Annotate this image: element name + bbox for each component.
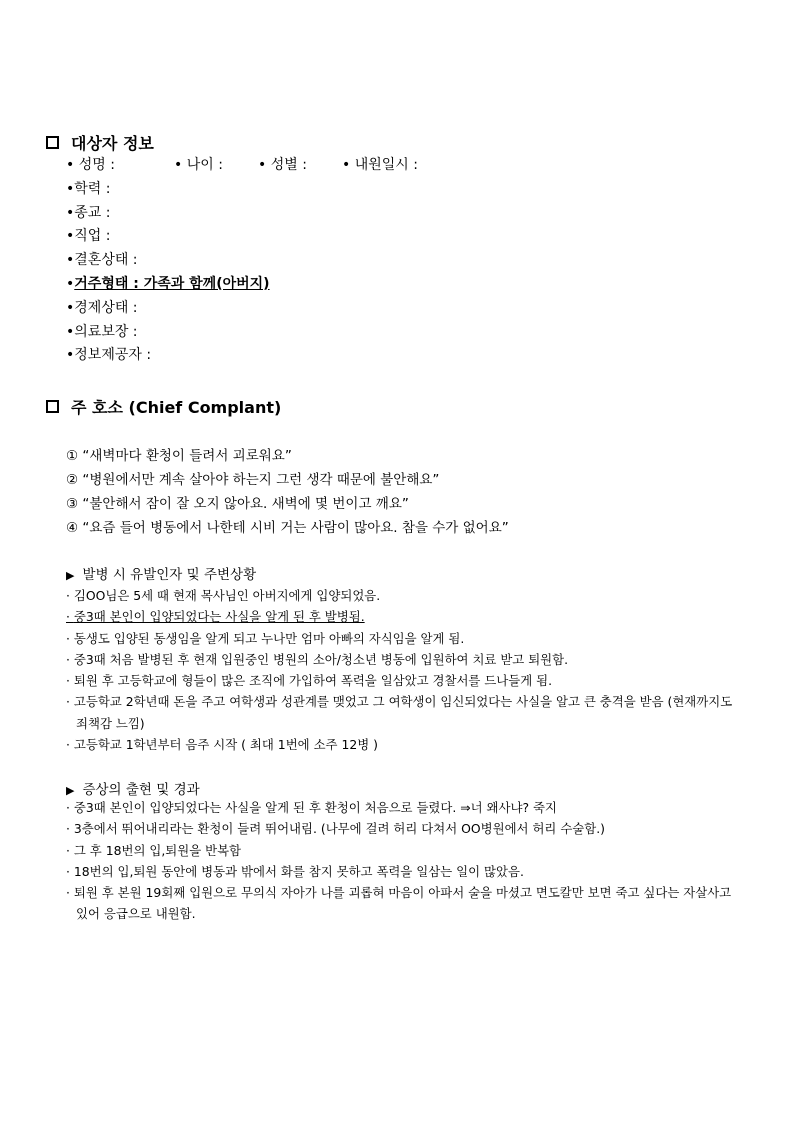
chief-complaint-heading	[46, 395, 281, 418]
insurance-field: • 의료보장 :	[66, 320, 766, 344]
onset-heading	[66, 563, 256, 583]
complaint-list	[66, 444, 766, 540]
list-item: · 김OO님은 5세 때 현재 목사님인 아버지에게 입양되었음.	[66, 585, 742, 606]
onset-heading-text: 발병 시 유발인자 및 주변상황	[82, 567, 257, 583]
subject-info-heading	[46, 131, 154, 154]
course-heading	[66, 778, 200, 798]
complaint-item: ④ “요즘 들어 병동에서 나한테 시비 거는 사람이 많아요. 참을 수가 없어요”	[66, 520, 509, 536]
list-item: · 그 후 18번의 입,퇴원을 반복함	[66, 840, 742, 861]
triangle-right-icon: ▶	[66, 569, 75, 582]
residence-bullet	[66, 272, 74, 296]
age-field: • 나이 :	[174, 153, 258, 177]
list-item: · 퇴원 후 본원 19회째 입원으로 무의식 자아가 나를 괴롭혀 마음이 아파서 술을 마셨고 면도칼만 보면 죽고 싶다는 자살사고있어 응급으로 내원함.	[66, 882, 742, 925]
subject-info-title: 대상자 정보	[71, 134, 154, 153]
religion-field: • 종교 :	[66, 201, 766, 225]
list-item: · 중3때 본인이 입양되었다는 사실을 알게 된 후 발병됨.	[66, 606, 742, 627]
complaint-item: ③ “불안해서 잠이 잘 오지 않아요. 새벽에 몇 번이고 깨요”	[66, 496, 409, 512]
complaint-item: ② “병원에서만 계속 살아야 하는지 그런 생각 때문에 불안해요”	[66, 472, 440, 488]
sex-field: • 성별 :	[258, 153, 342, 177]
list-item: · 3층에서 뛰어내리라는 환청이 들려 뛰어내림. (나무에 걸려 허리 다쳐서 OO병원에서 허리 수술함.)	[66, 818, 742, 839]
informant-field: • 정보제공자 :	[66, 343, 766, 367]
name-field: • 성명 :	[66, 153, 174, 177]
course-list	[66, 797, 742, 925]
residence-row	[66, 272, 766, 296]
chief-complaint-title: 주 호소 (Chief Complant)	[71, 398, 282, 417]
info-row-basic	[66, 153, 766, 177]
list-item: · 퇴원 후 고등학교에 형들이 많은 조직에 가입하여 폭력을 일삼았고 경찰서를 드나들게 됨.	[66, 670, 742, 691]
checkbox-square-icon	[46, 136, 59, 149]
list-item: · 중3때 처음 발병된 후 현재 입원중인 병원의 소아/청소년 병동에 입원하여 치료 받고 퇴원함.	[66, 649, 742, 670]
onset-list	[66, 585, 742, 755]
list-item: · 고등학교 1학년부터 음주 시작 ( 최대 1번에 소주 12병 )	[66, 734, 742, 755]
checkbox-square-icon	[46, 400, 59, 413]
list-item: · 18번의 입,퇴원 동안에 병동과 밖에서 화를 참지 못하고 폭력을 일삼는 일이 많았음.	[66, 861, 742, 882]
economic-status-field: • 경제상태 :	[66, 296, 766, 320]
occupation-field: • 직업 :	[66, 224, 766, 248]
education-field: • 학력 :	[66, 177, 766, 201]
list-item: · 중3때 본인이 입양되었다는 사실을 알게 된 후 환청이 처음으로 들렸다. ⇒너 왜사냐? 죽지	[66, 797, 742, 818]
list-item: · 고등학교 2학년때 돈을 주고 여학생과 성관계를 맺었고 그 여학생이 임신되었다는 사실을 알고 큰 충격을 받음 (현재까지도 죄책감 느낌)	[66, 691, 742, 734]
residence-field: 거주형태 : 가족과 함께(아버지)	[74, 275, 270, 292]
visit-date-field: • 내원일시 :	[342, 153, 418, 177]
subject-info-list	[66, 153, 766, 367]
list-item: · 동생도 입양된 동생임을 알게 되고 누나만 엄마 아빠의 자식임을 알게 됨.	[66, 628, 742, 649]
course-heading-text: 증상의 출현 및 경과	[82, 782, 200, 798]
triangle-right-icon: ▶	[66, 784, 75, 797]
marital-status-field: • 결혼상태 :	[66, 248, 766, 272]
complaint-item: ① “새벽마다 환청이 들려서 괴로워요”	[66, 448, 292, 464]
